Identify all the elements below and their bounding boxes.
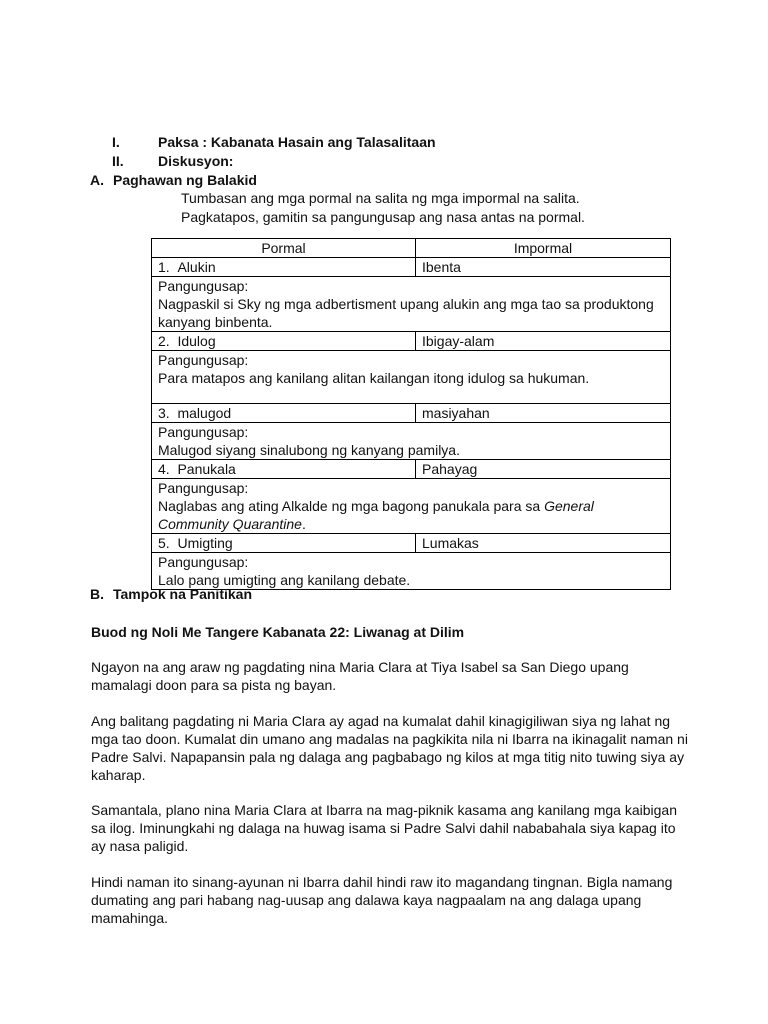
paragraph: Ang balitang pagdating ni Maria Clara ay agad na kumalat dahil kinagigiliwan siya ng lahat ng mga tao doon. Kumalat din umano ang madalas na pagkikita nila ni Ibarra na ikinagalit naman ni Padre Salvi. Napapansin pala ng dalaga ang pagbabago ng kilos at mga titig nito tuwing siya ay kaharap. xyxy=(91,713,688,783)
informal-word-cell: masiyahan xyxy=(416,404,671,423)
outline-letter: B. xyxy=(90,586,104,602)
table-row xyxy=(152,332,671,351)
outline-letter: A. xyxy=(90,172,104,188)
informal-word-cell: Ibenta xyxy=(416,258,671,277)
formal-word-cell: 4. Panukala xyxy=(152,460,416,479)
sentence-cell xyxy=(152,423,671,460)
sentence-row xyxy=(152,423,671,460)
formal-word-cell: 1. Alukin xyxy=(152,258,416,277)
section-b-heading: Tampok na Panitikan xyxy=(113,586,252,602)
sentence-row xyxy=(152,351,671,404)
instruction-line: Tumbasan ang mga pormal na salita ng mga impormal na salita. xyxy=(181,190,580,206)
sentence-text: Para matapos ang kanilang alitan kailangan itong idulog sa hukuman. xyxy=(158,370,590,386)
table-row xyxy=(152,534,671,553)
outline-number: I. xyxy=(112,134,120,150)
informal-word-cell: Pahayag xyxy=(416,460,671,479)
sentence-text: Malugod siyang sinalubong ng kanyang pamilya. xyxy=(158,442,460,458)
instruction-line: Pagkatapos, gamitin sa pangungusap ang nasa antas na pormal. xyxy=(181,209,585,225)
story-title: Buod ng Noli Me Tangere Kabanata 22: Liwanag at Dilim xyxy=(91,624,465,640)
sentence-text: Lalo pang umigting ang kanilang debate. xyxy=(158,572,411,588)
informal-word-cell: Lumakas xyxy=(416,534,671,553)
formal-word-cell: 5. Umigting xyxy=(152,534,416,553)
sentence-cell xyxy=(152,351,671,404)
paragraph: Samantala, plano nina Maria Clara at Ibarra na mag-piknik kasama ang kanilang mga kaibigan sa ilog. Iminungkahi ng dalaga na huwag isama si Padre Salvi dahil nababahala siya kapag ito ay nasa paligid. xyxy=(91,802,677,854)
sentence-label: Pangungusap: xyxy=(158,554,249,570)
table-row xyxy=(152,404,671,423)
outline-number: II. xyxy=(112,153,124,169)
topic-heading: Paksa : Kabanata Hasain ang Talasalitaan xyxy=(158,134,436,150)
sentence-cell xyxy=(152,479,671,534)
sentence-row xyxy=(152,553,671,590)
paragraph: Hindi naman ito sinang-ayunan ni Ibarra dahil hindi raw ito magandang tingnan. Bigla namang dumating ang pari habang nag-uusap ang dalawa kaya nagpaalam na ang dalaga upang mamahinga. xyxy=(91,874,673,926)
header-formal: Pormal xyxy=(152,239,416,258)
table-row xyxy=(152,258,671,277)
formal-word-cell: 3. malugod xyxy=(152,404,416,423)
italic-term: General Community Quarantine xyxy=(158,498,594,532)
table-row xyxy=(152,460,671,479)
sentence-row xyxy=(152,479,671,534)
formal-word-cell: 2. Idulog xyxy=(152,332,416,351)
sentence-text: Nagpaskil si Sky ng mga adbertisment upang alukin ang mga tao sa produktong kanyang binbenta. xyxy=(158,296,654,330)
sentence-label: Pangungusap: xyxy=(158,352,249,368)
sentence-label: Pangungusap: xyxy=(158,278,249,294)
informal-word-cell: Ibigay-alam xyxy=(416,332,671,351)
header-informal: Impormal xyxy=(416,239,671,258)
sentence-cell xyxy=(152,277,671,332)
sentence-label: Pangungusap: xyxy=(158,480,249,496)
discussion-heading: Diskusyon: xyxy=(158,153,234,169)
section-a-heading: Paghawan ng Balakid xyxy=(113,172,257,188)
sentence-text: Naglabas ang ating Alkalde ng mga bagong panukala para sa General Community Quarantine. xyxy=(158,498,594,532)
sentence-label: Pangungusap: xyxy=(158,424,249,440)
vocabulary-table xyxy=(151,238,671,590)
instructions xyxy=(181,189,585,227)
table-header-row xyxy=(152,239,671,258)
paragraph: Ngayon na ang araw ng pagdating nina Maria Clara at Tiya Isabel sa San Diego upang mamalagi doon para sa pista ng bayan. xyxy=(91,659,629,693)
sentence-cell xyxy=(152,553,671,590)
sentence-row xyxy=(152,277,671,332)
